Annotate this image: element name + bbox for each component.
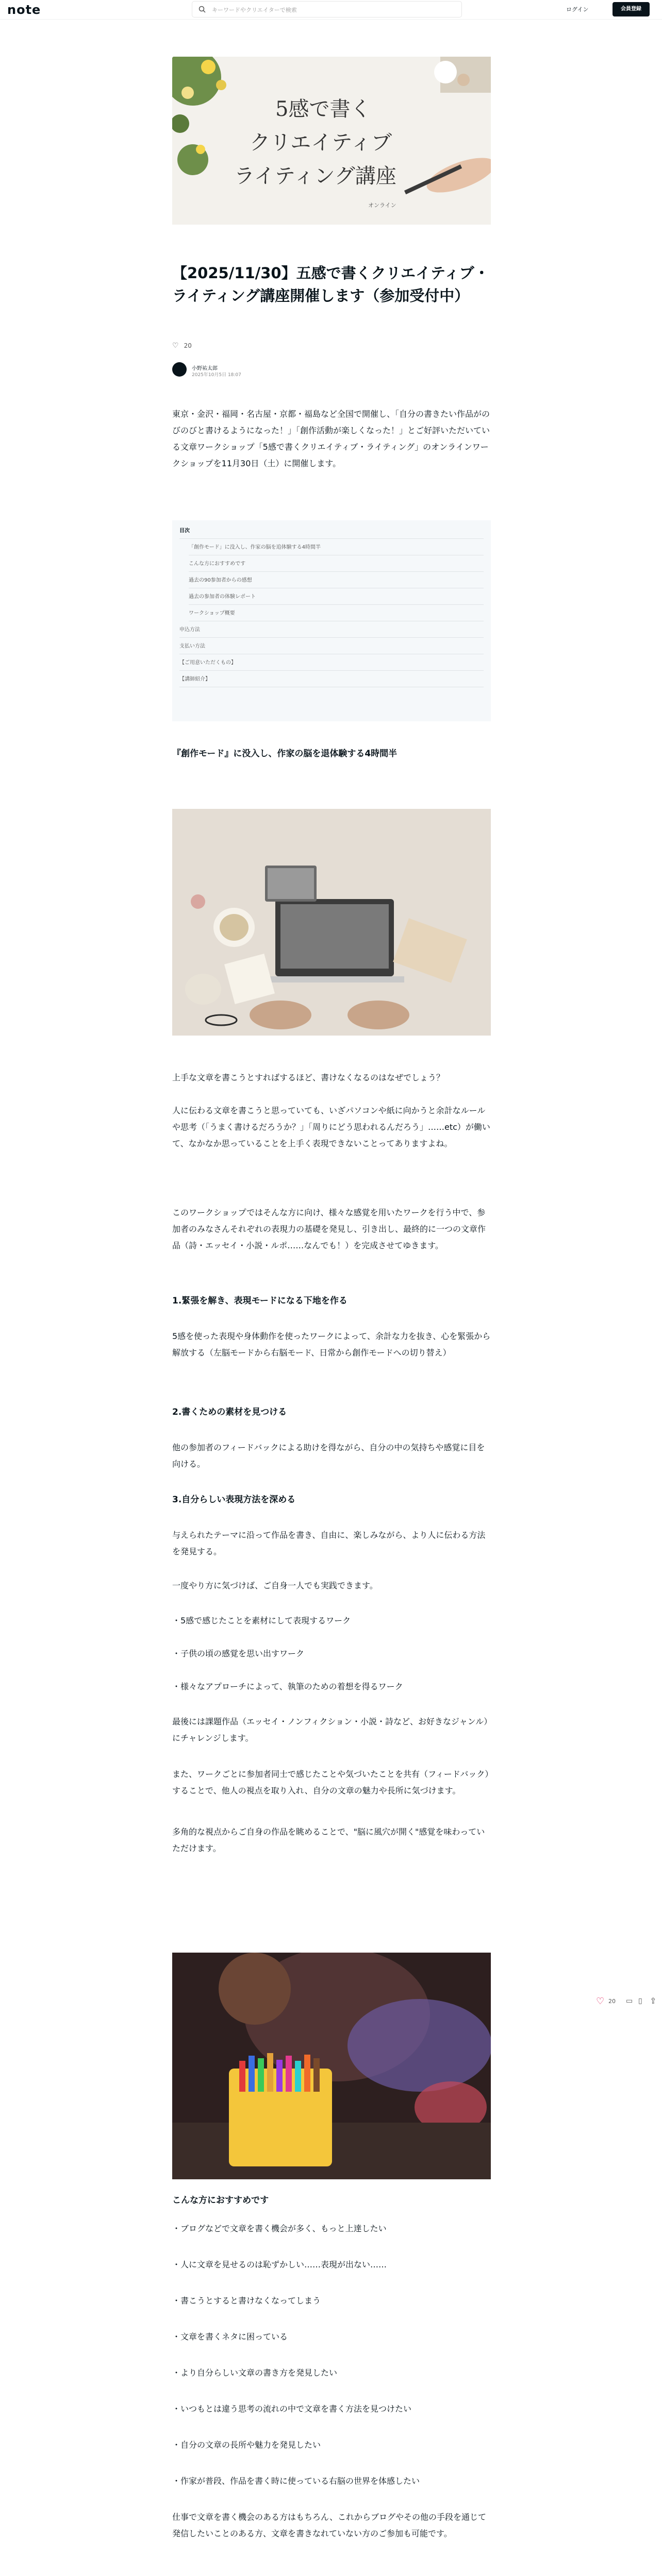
paragraph-4: 5感を使った表現や身体動作を使ったワークによって、余計な力を抜き、心を緊張から解放する（左脳モードから右脳モード、日常から創作モードへの切り替え）: [172, 1331, 491, 1358]
bullet-1: ・5感で感じたことを素材にして表現するワーク: [172, 1616, 351, 1625]
paragraph-10: 多角的な視点からご自身の作品を眺めることで、"脳に風穴が開く"感覚を味わっていただけます。: [172, 1827, 485, 1853]
toc-heading[interactable]: 目次: [179, 523, 484, 539]
search-icon: [198, 6, 206, 13]
signup-button[interactable]: 会員登録: [613, 2, 650, 16]
publish-date: 2025年10月5日 18:07: [192, 372, 241, 378]
comment-icon[interactable]: ▭: [626, 1997, 633, 2005]
intro-paragraph: 東京・金沢・福岡・名古屋・京都・福島など全国で開催し、「自分の書きたい作品がのびのびと書けるようになった！」「創作活動が楽しくなった！」とご好評いただいている文章ワークショップ「5感で書くクリエイティブ・ライティング」のオンラインワークショップを11月30日（土）に開催します。: [172, 409, 490, 468]
hero-tag: オンライン: [368, 202, 396, 209]
section-heading-1: 『創作モード』に没入し、作家の脳を退体験する4時間半: [172, 749, 398, 759]
bookmark-icon[interactable]: ▯: [638, 1997, 642, 2005]
side-like-count: 20: [608, 1998, 616, 2005]
paragraph-2: 人に伝わる文章を書こうと思っていても、いざパソコンや紙に向かうと余計なルールや思考（「うまく書けるだろうか？」「周りにどう思われるんだろう」……etc）が働いて、なかなか思っていることを上手く表現できないことってありますよね。: [172, 1106, 490, 1148]
crayon-photo: [172, 1953, 491, 2179]
paragraph-3: このワークショップではそんな方に向け、様々な感覚を用いたワークを行う中で、参加者のみなさんそれぞれの表現力の基礎を発見し、引き出し、最終的に一つの文章作品（詩・エッセイ・小説・ルポ……なんでも！）を完成させてゆきます。: [172, 1208, 486, 1250]
login-link[interactable]: ログイン: [566, 6, 589, 13]
toc-item[interactable]: 「創作モード」に没入し、作家の脳を追体験する4時間半: [189, 540, 484, 555]
paragraph-7: 一度やり方に気づけば、ご自身一人でも実践できます。: [172, 1581, 378, 1590]
hero-line-2: クリエイティブ: [250, 131, 392, 155]
paragraph-8: 最後には課題作品（エッセイ・ノンフィクション・小説・詩など、お好きなジャンル）にチャレンジします。: [172, 1717, 488, 1743]
bullet-3: ・様々なアプローチによって、執筆のための着想を得るワーク: [172, 1682, 403, 1691]
avatar[interactable]: [172, 362, 187, 377]
bullet-2: ・子供の頃の感覚を思い出すワーク: [172, 1649, 305, 1658]
recommend-8: ・作家が普段、作品を書く時に使っている右脳の世界を体感したい: [172, 2476, 420, 2486]
hero-image: [172, 57, 491, 225]
hero-line-3: ライティング講座: [234, 164, 396, 188]
recommend-6: ・いつもとは違う思考の流れの中で文章を書く方法を見つけたい: [172, 2404, 412, 2414]
recommend-3: ・書こうとすると書けなくなってしまう: [172, 2296, 321, 2306]
paragraph-6: 与えられたテーマに沿って作品を書き、自由に、楽しみながら、より人に伝わる方法を発見する。: [172, 1530, 486, 1556]
author-name[interactable]: 小野祐太郎: [192, 366, 218, 371]
paragraph-9: また、ワークごとに参加者同士で感じたことや気づいたことを共有（フィードバック）することで、他人の視点を取り入れ、自分の文章の魅力や長所に気づけます。: [172, 1769, 489, 1795]
like-number: 20: [184, 342, 192, 349]
table-of-contents: [172, 520, 491, 721]
search-placeholder: キーワードやクリエイターで検索: [212, 7, 297, 13]
recommend-5: ・より自分らしい文章の書き方を発見したい: [172, 2368, 338, 2378]
paragraph-1: 上手な文章を書こうとすればするほど、書けなくなるのはなぜでしょう？: [172, 1073, 445, 1082]
section-heading-2: こんな方におすすめです: [172, 2195, 269, 2206]
desk-photo-art: [172, 809, 491, 1036]
recommend-2: ・人に文章を見せるのは恥ずかしい……表現が出ない……: [172, 2260, 387, 2269]
hero-line-1: 5感で書く: [275, 97, 371, 121]
search-box[interactable]: [192, 1, 462, 18]
toc-item[interactable]: 申込方法: [179, 622, 484, 638]
like-count[interactable]: [172, 342, 192, 350]
crayon-photo-art: [172, 1953, 491, 2179]
share-icon[interactable]: ⇪: [650, 1996, 657, 2006]
note-logo[interactable]: note: [7, 3, 41, 17]
paragraph-11: 仕事で文章を書く機会のある方はもちろん、これからブログやその他の手段を通じて発信したいことのある方、文章を書きなれていない方のご参加も可能です。: [172, 2512, 486, 2538]
site-header: [0, 0, 662, 20]
recommend-7: ・自分の文章の長所や魅力を発見したい: [172, 2440, 321, 2450]
desk-photo: [172, 809, 491, 1036]
subheading-3: 3.自分らしい表現方法を深める: [172, 1495, 296, 1505]
side-heart-icon[interactable]: ♡: [596, 1996, 605, 2007]
paragraph-5: 他の参加者のフィードバックによる助けを得ながら、自分の中の気持ちや感覚に目を向ける。: [172, 1443, 485, 1469]
article-title: 【2025/11/30】五感で書くクリエイティブ・ライティング講座開催します（参加受付中）: [172, 264, 489, 304]
heart-icon[interactable]: ♡: [172, 342, 179, 350]
recommend-4: ・文章を書くネタに困っている: [172, 2332, 288, 2342]
toc-item[interactable]: 過去の90参加者からの感想: [189, 573, 484, 588]
toc-item[interactable]: 【ご用意いただくもの】: [179, 655, 484, 671]
side-action-bar: [593, 1994, 660, 2009]
toc-item[interactable]: こんな方におすすめです: [189, 556, 484, 572]
recommend-1: ・ブログなどで文章を書く機会が多く、もっと上達したい: [172, 2224, 387, 2233]
toc-item[interactable]: 過去の参加者の体験レポート: [189, 589, 484, 605]
toc-item[interactable]: 【講師紹介】: [179, 672, 484, 687]
toc-item[interactable]: ワークショップ概要: [189, 606, 484, 621]
toc-item[interactable]: 支払い方法: [179, 639, 484, 654]
subheading-2: 2.書くための素材を見つける: [172, 1407, 287, 1417]
subheading-1: 1.緊張を解き、表現モードになる下地を作る: [172, 1296, 347, 1306]
